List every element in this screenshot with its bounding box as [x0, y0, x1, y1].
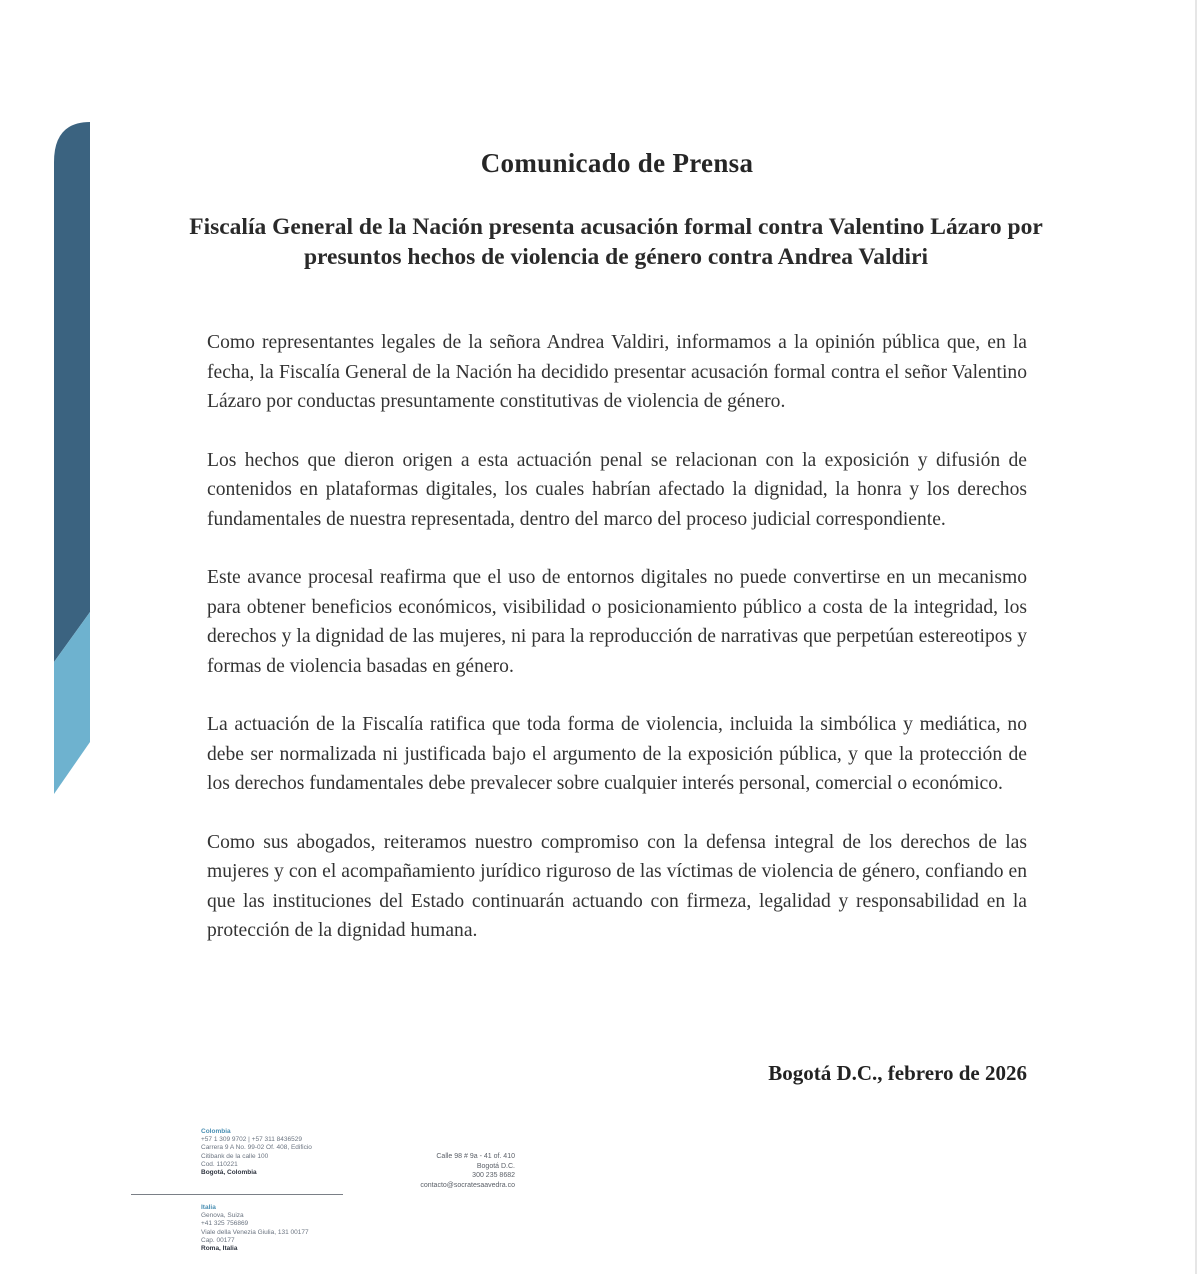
office-postal: Cod. 110221	[201, 1160, 238, 1168]
paragraph: Como representantes legales de la señora Andrea Valdiri, informamos a la opinión pública que, en la fecha, la Fiscalía General de la Nación ha decidido presentar acusación formal contra el señor Valentino Lázaro por conductas presuntamente constitutivas de violencia de género.	[207, 332, 1027, 412]
office-address: Citibank de la calle 100	[201, 1152, 269, 1160]
office-postal: Cap. 00177	[201, 1236, 235, 1244]
headline: Fiscalía General de la Nación presenta acusación formal contra Valentino Lázaro por presuntos hechos de violencia de género contra Andrea Valdiri	[189, 214, 1043, 270]
document-title: Comunicado de Prensa	[480, 148, 754, 178]
office-address: Viale della Venezia Giulia, 131 00177	[201, 1228, 309, 1236]
office-label: Italia	[201, 1204, 216, 1211]
ribbon-dark-band	[54, 122, 90, 662]
body-text	[207, 328, 1027, 975]
paragraph: Como sus abogados, reiteramos nuestro compromiso con la defensa integral de los derechos de las mujeres y con el acompañamiento jurídico riguroso de las víctimas de violencia de género, confiando en que las instituciones del Estado continuarán actuando con firmeza, legalidad y responsabilidad en la protección de la dignidad humana.	[207, 831, 1027, 941]
office-city: Roma, Italia	[201, 1245, 238, 1253]
paragraph: Los hechos que dieron origen a esta actuación penal se relacionan con la exposición y difusión de contenidos en plataformas digitales, los cuales habrían afectado la dignidad, la honra y los derechos fundamentales de nuestra representada, dentro del marco del proceso judicial correspondiente.	[207, 449, 1027, 530]
office-label: Colombia	[201, 1128, 231, 1135]
office-city: Bogotá, Colombia	[201, 1169, 257, 1177]
decorative-ribbon	[54, 122, 90, 794]
paragraph: La actuación de la Fiscalía ratifica que toda forma de violencia, incluida la simbólica y mediática, no debe ser normalizada ni justificada bajo el argumento de la exposición pública, y que la protección de los derechos fundamentales debe prevalecer sobre cualquier interés personal, comercial o económico.	[207, 714, 1027, 794]
paragraph: Este avance procesal reafirma que el uso de entornos digitales no puede convertirse en un mecanismo para obtener beneficios económicos, visibilidad o posicionamiento público a costa de la integridad, los derechos y la dignidad de las mujeres, ni para la reproducción de narrativas que perpetúan estereotipos y formas de violencia basadas en género.	[207, 567, 1027, 677]
office-city-line: Genova, Suiza	[201, 1212, 244, 1220]
place-date: Bogotá D.C., febrero de 2026	[768, 1061, 1027, 1085]
office-address: Carrera 9 A No. 99-02 Of. 408, Edificio	[201, 1144, 312, 1152]
contact-email[interactable]: contacto@socratesaavedra.co	[420, 1181, 515, 1189]
footer-divider	[131, 1194, 343, 1195]
office-phone: +41 325 756869	[201, 1220, 249, 1228]
contact-city: Bogotá D.C.	[476, 1162, 515, 1170]
contact-block	[355, 1152, 515, 1190]
office-phones: +57 1 309 9702 | +57 311 8436529	[201, 1136, 302, 1144]
contact-address: Calle 98 # 9a - 41 of. 410	[436, 1153, 515, 1160]
office-italia	[201, 1204, 309, 1253]
contact-phone: 300 235 8682	[472, 1172, 515, 1179]
office-colombia	[201, 1128, 312, 1177]
